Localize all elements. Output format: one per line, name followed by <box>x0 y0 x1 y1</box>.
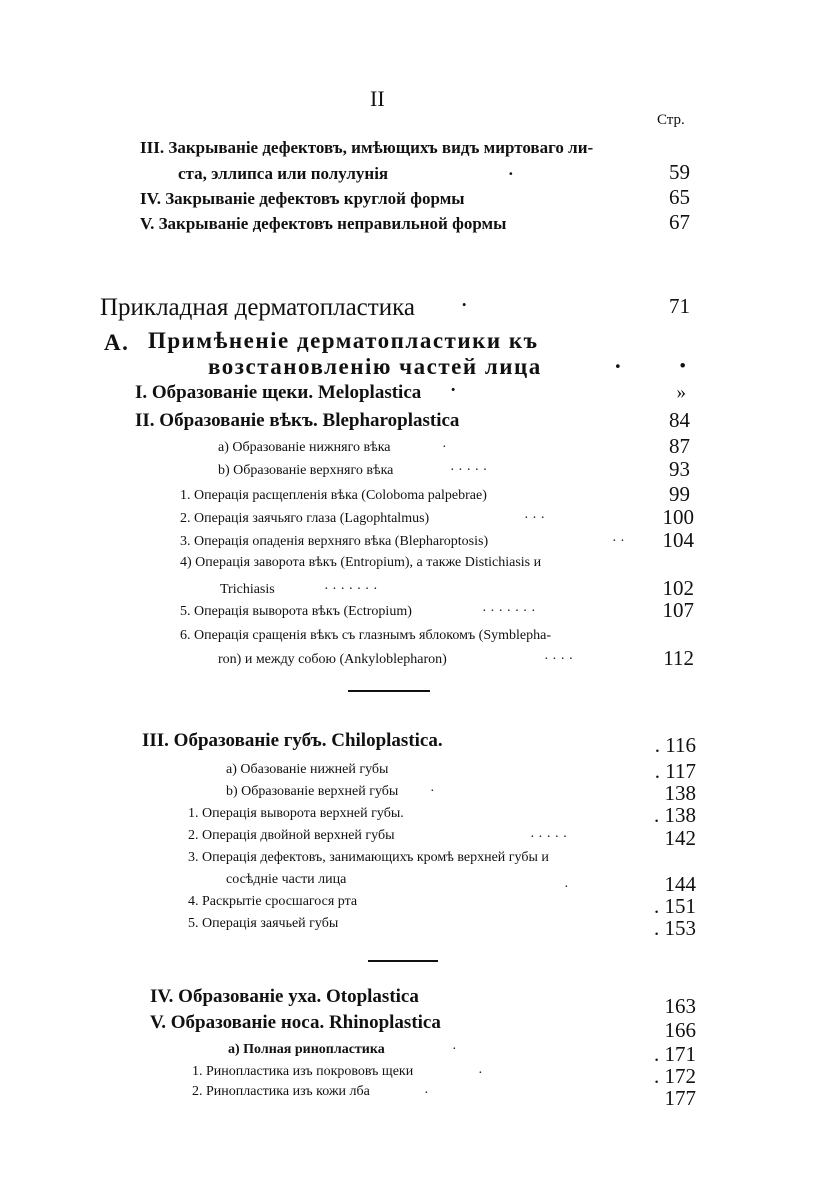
toc-entry-label: a) Полная ринопластика <box>228 1042 385 1057</box>
page-number: II <box>370 86 385 111</box>
toc-entry-page: 142 <box>664 826 696 850</box>
toc-leader-dots: · <box>508 164 514 183</box>
toc-leader-dots: · <box>614 354 624 379</box>
section-divider <box>348 690 430 692</box>
toc-entry-label: 2. Операція заячьяго глаза (Lagophtalmus) <box>180 511 430 526</box>
toc-entry-label: II. Образованіе вѣкъ. Blepharoplastica <box>135 410 460 431</box>
toc-entry-label: b) Образованіе верхняго вѣка <box>218 463 394 478</box>
toc-leader-dots: · <box>564 880 569 895</box>
toc-leader-dots: · · · · · <box>530 830 568 845</box>
toc-entry-page: 112 <box>663 646 694 670</box>
toc-entry-page: 107 <box>662 598 694 622</box>
toc-entry-label: a) Обазованіе нижней губы <box>226 762 389 777</box>
toc-entry-page: 104 <box>662 528 694 552</box>
toc-entry-label: 3. Операція опаденія верхняго вѣка (Blepharoptosis) <box>180 534 489 549</box>
part-title-line2: возстановленію частей лица <box>208 354 542 379</box>
toc-entry-page: » <box>676 382 686 403</box>
toc-leader-dots: · · · · <box>544 652 574 667</box>
toc-entry-label: a) Образованіе нижняго вѣка <box>218 440 391 455</box>
toc-leader-dots: · · · · · · · <box>324 582 378 597</box>
toc-leader-dots: · · · <box>524 511 545 526</box>
toc-entry-page: 102 <box>662 576 694 600</box>
toc-leader-dots: · · <box>612 534 625 549</box>
toc-entry-page: 67 <box>669 210 690 234</box>
toc-entry-page: 138 <box>664 781 696 805</box>
toc-leader-dots: · · · · · · · <box>482 604 536 619</box>
toc-entry-label: III. Образованіе губъ. Chiloplastica. <box>142 730 443 751</box>
toc-entry-page: . 138 <box>654 803 696 827</box>
toc-entry-label: III. Закрываніе дефектовъ, имѣющихъ видъ миртоваго ли- <box>140 138 594 157</box>
toc-entry-page: . 116 <box>654 733 696 757</box>
toc-leader-dots: · <box>430 784 435 799</box>
toc-leader-dots: · <box>452 1042 457 1057</box>
toc-leader-dots: · <box>424 1086 429 1101</box>
toc-entry-page: . 172 <box>654 1064 696 1088</box>
toc-entry-page: 144 <box>664 872 696 896</box>
toc-entry-label: 1. Операція выворота верхней губы. <box>188 806 404 821</box>
toc-entry-label: 2. Ринопластика изъ кожи лба <box>192 1084 370 1099</box>
toc-leader-dots: · · · · · <box>450 463 488 478</box>
toc-leader-dots: · <box>442 440 447 455</box>
toc-entry-label: 5. Операція заячьей губы <box>188 916 339 931</box>
toc-entry-page: 166 <box>664 1018 696 1042</box>
part-letter: А. <box>104 330 130 355</box>
toc-entry-page: 84 <box>669 408 690 432</box>
toc-leader-dots: · <box>450 380 457 401</box>
toc-entry-label: V. Образованіе носа. Rhinoplastica <box>150 1012 441 1033</box>
section-page: 71 <box>669 294 690 318</box>
section-divider <box>368 960 438 962</box>
toc-entry-page: 99 <box>669 482 690 506</box>
toc-entry-label: I. Образованіе щеки. Meloplastica <box>135 382 422 403</box>
toc-entry-label: 6. Операція сращенія вѣкъ съ глазнымъ яблокомъ (Symblepha- <box>180 628 551 643</box>
toc-entry-page: 100 <box>662 505 694 529</box>
toc-entry-page: 93 <box>669 457 690 481</box>
toc-entry-page: 59 <box>669 160 690 184</box>
part-title-line1: Примѣненіе дерматопластики къ <box>148 328 539 353</box>
toc-entry-page: 163 <box>664 994 696 1018</box>
toc-entry-label: 1. Ринопластика изъ покрововъ щеки <box>192 1064 414 1079</box>
toc-entry-label: 3. Операція дефектовъ, занимающихъ кромѣ верхней губы и <box>188 850 549 865</box>
toc-entry-label: b) Образованіе верхней губы <box>226 784 399 799</box>
toc-entry-label: 4) Операція заворота вѣкъ (Entropium), а также Distichiasis и <box>180 555 542 570</box>
toc-entry-label: 2. Операція двойной верхней губы <box>188 828 395 843</box>
page-column-label: Стр. <box>657 112 685 128</box>
toc-entry-page: . 153 <box>654 916 696 940</box>
toc-entry-label: 4. Раскрытіе сросшагося рта <box>188 894 358 909</box>
toc-entry-page: . 117 <box>654 759 696 783</box>
toc-entry-label: ron) и между собою (Ankyloblepharon) <box>218 652 447 667</box>
toc-entry-label: 5. Операція выворота вѣкъ (Ectropium) <box>180 604 412 619</box>
toc-entry-label: V. Закрываніе дефектовъ неправильной формы <box>140 214 507 233</box>
toc-entry-label: ста, эллипса или полулунія <box>178 164 389 183</box>
part-page: • <box>679 356 686 377</box>
toc-entry-page: . 171 <box>654 1042 696 1066</box>
toc-entry-page: 87 <box>669 434 690 458</box>
toc-entry-label: IV. Образованіе уха. Otoplastica <box>150 986 419 1007</box>
toc-leader-dots: · <box>478 1066 483 1081</box>
toc-entry-page: . 151 <box>654 894 696 918</box>
toc-entry-label: Trichiasis <box>220 582 275 597</box>
toc-entry-label: сосѣдніе части лица <box>226 872 347 887</box>
toc-leader-dots: · <box>460 292 469 319</box>
toc-entry-label: IV. Закрываніе дефектовъ круглой формы <box>140 189 465 208</box>
toc-entry-page: 177 <box>664 1086 696 1110</box>
section-title: Прикладная дерматопластика <box>100 294 415 321</box>
toc-entry-label: 1. Операція расщепленія вѣка (Coloboma palpebrae) <box>180 488 487 503</box>
toc-entry-page: 65 <box>669 185 690 209</box>
